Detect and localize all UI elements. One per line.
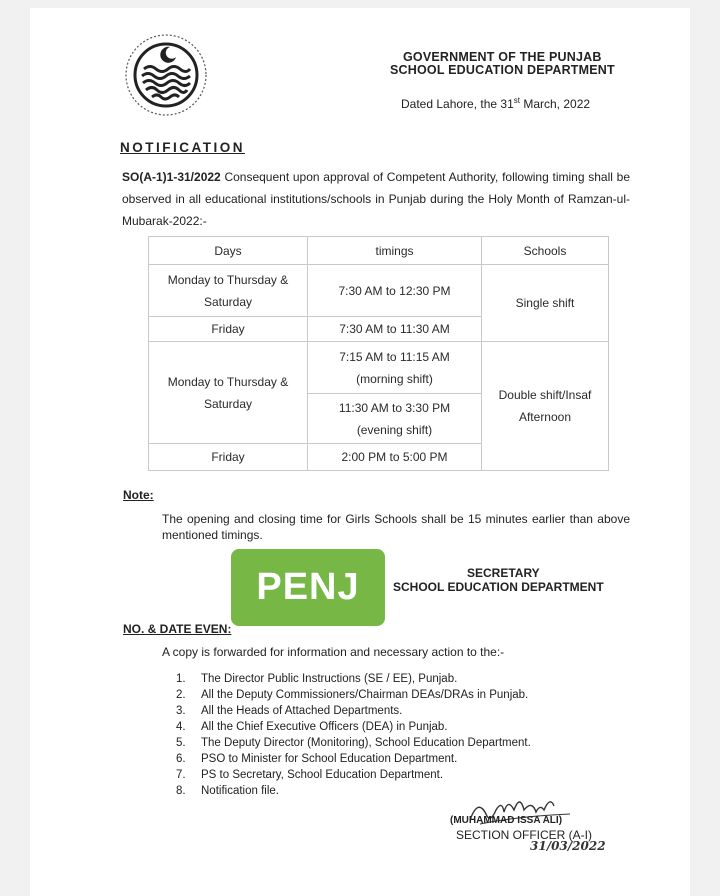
table-cell-timing: 7:30 AM to 12:30 PM [308,265,482,317]
header-government: GOVERNMENT OF THE PUNJAB [403,50,602,64]
list-item: 6. PSO to Minister for School Education Department. [176,753,458,765]
table-cell-schools: Double shift/Insaf Afternoon [482,342,609,471]
notification-paragraph: SO(A-1)1-31/2022 Consequent upon approval of Competent Authority, following timing shall be observed in all educational institutions/schools in Punjab during the Holy Month of Ramzan-ul-Mubarak-2022:- [122,170,630,228]
dated-line: Dated Lahore, the 31st March, 2022 [401,96,591,111]
table-cell-timing: 11:30 AM to 3:30 PM (evening shift) [308,394,482,444]
secretary-department: SCHOOL EDUCATION DEPARTMENT [393,580,604,594]
signatory-name: (MUHAMMAD ISSA ALI) [450,815,563,826]
table-cell-days: Monday to Thursday & Saturday [149,342,308,444]
endorsement-heading: NO. & DATE EVEN: [123,622,232,636]
note-text: The opening and closing time for Girls Schools shall be 15 minutes earlier than above mentioned timings. [162,512,630,542]
list-item: 8. Notification file. [176,785,279,797]
signatory-title: SECTION OFFICER (A-I) [456,828,592,842]
table-cell-days: Monday to Thursday & Saturday [149,265,308,317]
list-item: 5. The Deputy Director (Monitoring), School Education Department. [176,737,531,749]
timing-table [148,236,609,471]
penj-stamp: PENJ [231,549,385,626]
punjab-government-logo [124,33,208,117]
table-cell-schools: Single shift [482,265,609,342]
list-item: 2. All the Deputy Commissioners/Chairman DEAs/DRAs in Punjab. [176,689,529,701]
notification-title: NOTIFICATION [120,140,245,155]
table-row [149,265,609,317]
list-item: 3. All the Heads of Attached Departments. [176,705,403,717]
table-header-row [149,237,609,265]
recipient-list [176,671,531,799]
table-header-days: Days [149,237,308,265]
note-heading: Note: [123,488,154,502]
table-cell-days: Friday [149,317,308,342]
list-item: 4. All the Chief Executive Officers (DEA) in Punjab. [176,721,448,733]
table-cell-timing: 7:30 AM to 11:30 AM [308,317,482,342]
endorsement-intro: A copy is forwarded for information and necessary action to the:- [162,645,505,659]
table-header-timings: timings [308,237,482,265]
secretary-title: SECRETARY [467,566,540,580]
table-header-schools: Schools [482,237,609,265]
header-department: SCHOOL EDUCATION DEPARTMENT [390,63,615,77]
list-item: 7. PS to Secretary, School Education Department. [176,769,444,781]
table-row [149,342,609,394]
table-cell-timing: 7:15 AM to 11:15 AM (morning shift) [308,342,482,394]
table-cell-timing: 2:00 PM to 5:00 PM [308,444,482,471]
notification-ref: SO(A-1)1-31/2022 [122,170,221,184]
table-cell-days: Friday [149,444,308,471]
signature-date: 31/03/2022 [530,839,606,853]
list-item: 1. The Director Public Instructions (SE / EE), Punjab. [176,673,458,685]
